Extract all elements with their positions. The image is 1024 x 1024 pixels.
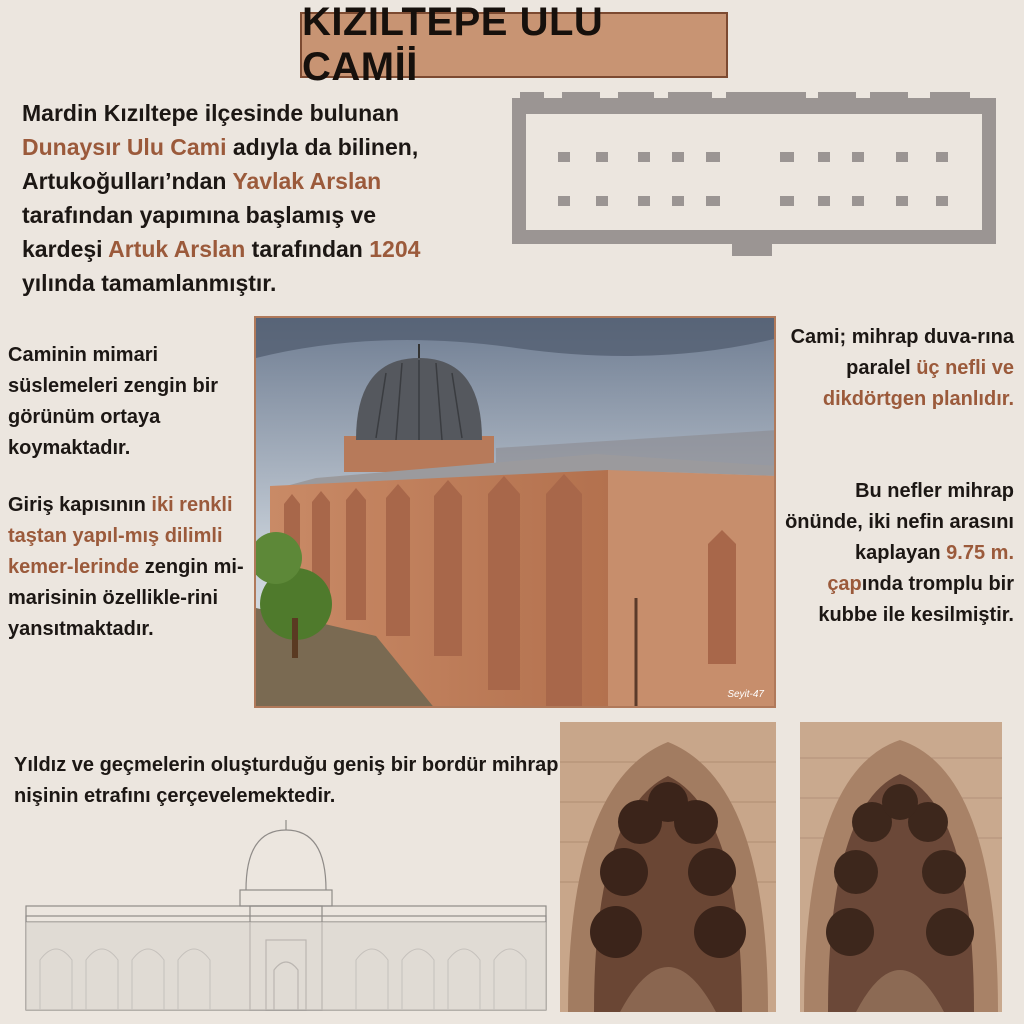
photo-credit: Seyit-47 [727,689,764,700]
highlight-plan: üç nefli ve dikdörtgen planlıdır. [822,357,1014,410]
page-title: KIZILTEPE ULU CAMİİ [300,12,728,78]
intro-text: Mardin Kızıltepe ilçesinde bulunan Dunaysır Ulu Cami adıyla da bilinen, Artukoğulları’ndan Yavlak Arslan tarafından yapımına başlamış ve kardeşi Artuk Arslan tarafından 1204 yılında tamamlanmıştır. [22,100,421,296]
right-text-dome: Bu nefler mihrap önünde, iki nefin arasını kaplayan 9.75 m. çapında tromplu bir kubbe ile kesilmiştir. [785,480,1014,626]
mosque-photo [254,316,776,708]
highlight-yavlak: Yavlak Arslan [232,168,382,194]
bottom-text-border: Yıldız ve geçmelerin oluşturduğu geniş bir bordür mihrap nişinin etrafını çerçevelemektedir. [14,754,559,807]
arch-photo-left [560,722,776,1012]
highlight-diameter: 9.75 m. çap [827,542,1014,595]
left-text-ornaments: Caminin mimari süslemeleri zengin bir görünüm ortaya koymaktadır. [8,344,219,459]
highlight-year: 1204 [369,236,421,262]
left-text-portal: Giriş kapısının iki renkli taştan yapıl-mış dilimli kemer-lerinde zengin mi-marisinin özellikle-rini yansıtmaktadır. [8,494,244,640]
highlight-artuk: Artuk Arslan [108,236,246,262]
highlight-arches: iki renkli taştan yapıl-mış dilimli kemer-lerinde [8,494,233,578]
right-text-plan: Cami; mihrap duva-rına paralel üç nefli ve dikdörtgen planlıdır. [790,326,1014,410]
arch-photo-right [800,722,1002,1012]
elevation-drawing [20,820,552,1012]
highlight-dunaysir: Dunaysır Ulu Cami [22,134,227,160]
floor-plan-image [500,92,1008,262]
